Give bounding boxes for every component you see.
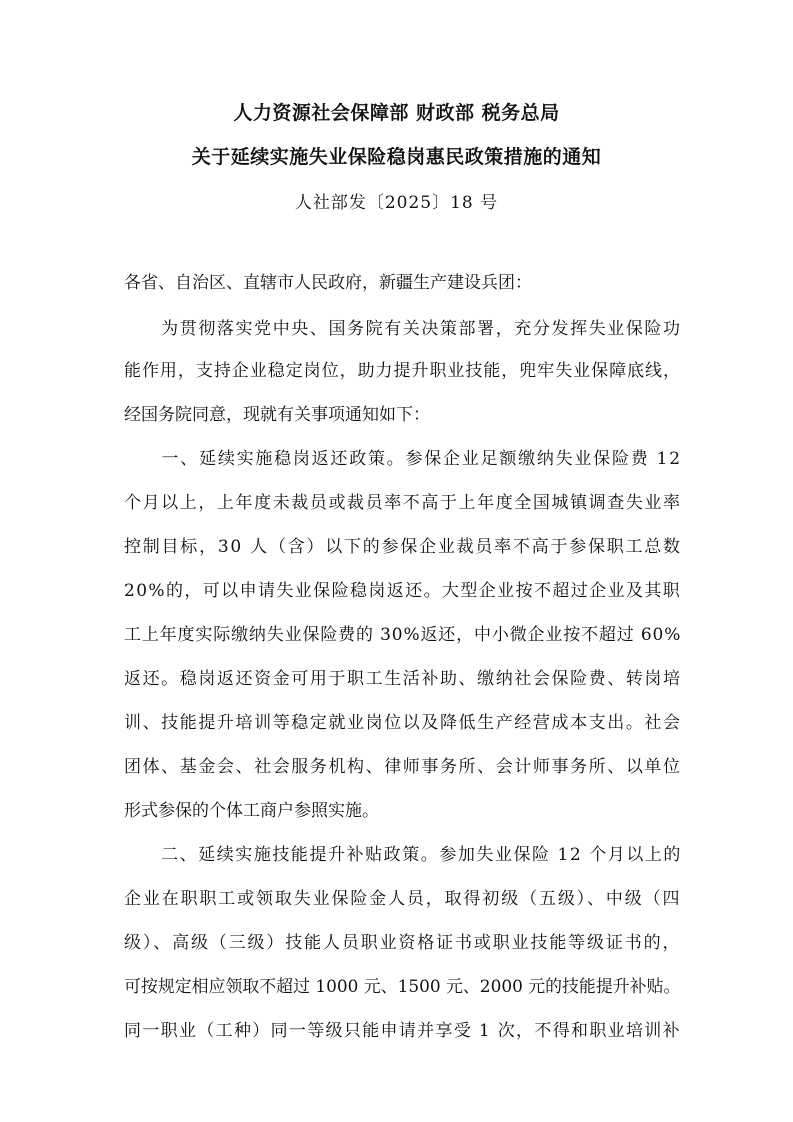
body-line: 团体、基金会、社会服务机构、律师事务所、会计师事务所、以单位 (124, 757, 682, 777)
body-line: 能作用，支持企业稳定岗位，助力提升职业技能，兜牢失业保障底线， (124, 361, 681, 381)
body-line: 二、延续实施技能提升补贴政策。参加失业保险 12 个月以上的 (124, 845, 682, 865)
body-line: 同一职业（工种）同一等级只能申请并享受 1 次，不得和职业培训补 (124, 1021, 681, 1041)
body-line: 可按规定相应领取不超过 1000 元、1500 元、2000 元的技能提升补贴。 (124, 977, 681, 997)
body-line: 经国务院同意，现就有关事项通知如下： (124, 405, 430, 425)
title-line-2: 关于延续实施失业保险稳岗惠民政策措施的通知 (191, 146, 602, 168)
body-line-addressee: 各省、自治区、直辖市人民政府，新疆生产建设兵团： (124, 273, 532, 293)
body-line: 级）、高级（三级）技能人员职业资格证书或职业技能等级证书的， (124, 933, 682, 953)
body-line: 训、技能提升培训等稳定就业岗位以及降低生产经营成本支出。社会 (124, 713, 682, 733)
body-line: 个月以上，上年度未裁员或裁员率不高于上年度全国城镇调查失业率 (124, 493, 682, 513)
body-line: 形式参保的个体工商户参照实施。 (124, 801, 379, 821)
body-line: 控制目标，30 人（含）以下的参保企业裁员率不高于参保职工总数 (124, 537, 682, 557)
body-line: 返还。稳岗返还资金可用于职工生活补助、缴纳社会保险费、转岗培 (124, 669, 682, 689)
body-line: 20%的，可以申请失业保险稳岗返还。大型企业按不超过企业及其职 (124, 581, 682, 601)
body-line: 工上年度实际缴纳失业保险费的 30%返还，中小微企业按不超过 60% (124, 625, 682, 645)
body-line: 一、延续实施稳岗返还政策。参保企业足额缴纳失业保险费 12 (124, 449, 682, 469)
body-line: 为贯彻落实党中央、国务院有关决策部署，充分发挥失业保险功 (124, 319, 682, 339)
title-line-1: 人力资源社会保障部 财政部 税务总局 (233, 102, 560, 124)
body-line: 企业在职职工或领取失业保险金人员，取得初级（五级）、中级（四 (124, 889, 682, 909)
document-number: 人社部发〔2025〕18 号 (294, 193, 499, 213)
